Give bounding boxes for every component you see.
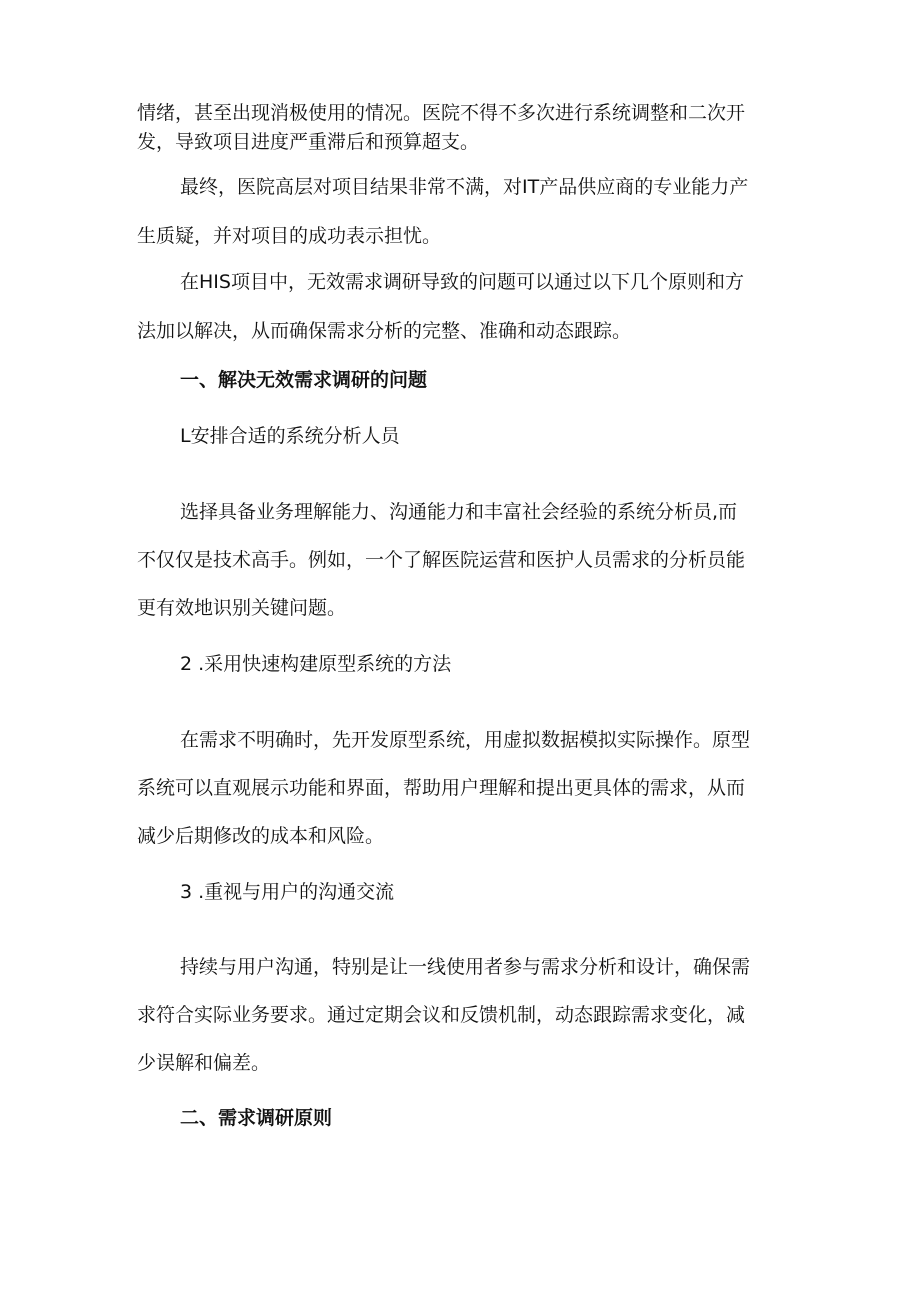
paragraph-line: 在需求不明确时，先开发原型系统，用虚拟数据模拟实际操作。原型 xyxy=(180,729,751,751)
section-heading: 一、解决无效需求调研的问题 xyxy=(180,369,428,391)
paragraph-line: 法加以解决，从而确保需求分析的完整、准确和动态跟踪。 xyxy=(137,320,632,342)
paragraph-line: 在HIS项目中，无效需求调研导致的问题可以通过以下几个原则和方 xyxy=(180,271,744,293)
section-heading: 二、需求调研原则 xyxy=(180,1107,333,1129)
paragraph-line: 系统可以直观展示功能和界面，帮助用户理解和提出更具体的需求，从而 xyxy=(137,777,746,799)
paragraph-line: 发，导致项目进度严重滞后和预算超支。 xyxy=(137,131,480,153)
paragraph-line: 减少后期修改的成本和风险。 xyxy=(137,825,385,847)
paragraph-line: 最终，医院高层对项目结果非常不满，对IT产品供应商的专业能力产 xyxy=(180,176,749,198)
subsection-heading: 3 .重视与用户的沟通交流 xyxy=(180,881,395,903)
subsection-heading: L安排合适的系统分析人员 xyxy=(180,425,400,447)
paragraph-line: 选择具备业务理解能力、沟通能力和丰富社会经验的系统分析员,而 xyxy=(180,501,738,523)
paragraph-line: 生质疑，并对项目的成功表示担忧。 xyxy=(137,225,442,247)
paragraph-line: 不仅仅是技术高手。例如，一个了解医院运营和医护人员需求的分析员能 xyxy=(137,549,746,571)
subsection-heading: 2 .采用快速构建原型系统的方法 xyxy=(180,653,452,675)
paragraph-line: 少误解和偏差。 xyxy=(137,1052,271,1074)
paragraph-line: 更有效地识别关键问题。 xyxy=(137,597,347,619)
paragraph-line: 求符合实际业务要求。通过定期会议和反馈机制，动态跟踪需求变化，减 xyxy=(137,1004,746,1026)
paragraph-line: 情绪，甚至出现消极使用的情况。医院不得不多次进行系统调整和二次开 xyxy=(137,102,746,124)
paragraph-line: 持续与用户沟通，特别是让一线使用者参与需求分析和设计，确保需 xyxy=(180,956,751,978)
